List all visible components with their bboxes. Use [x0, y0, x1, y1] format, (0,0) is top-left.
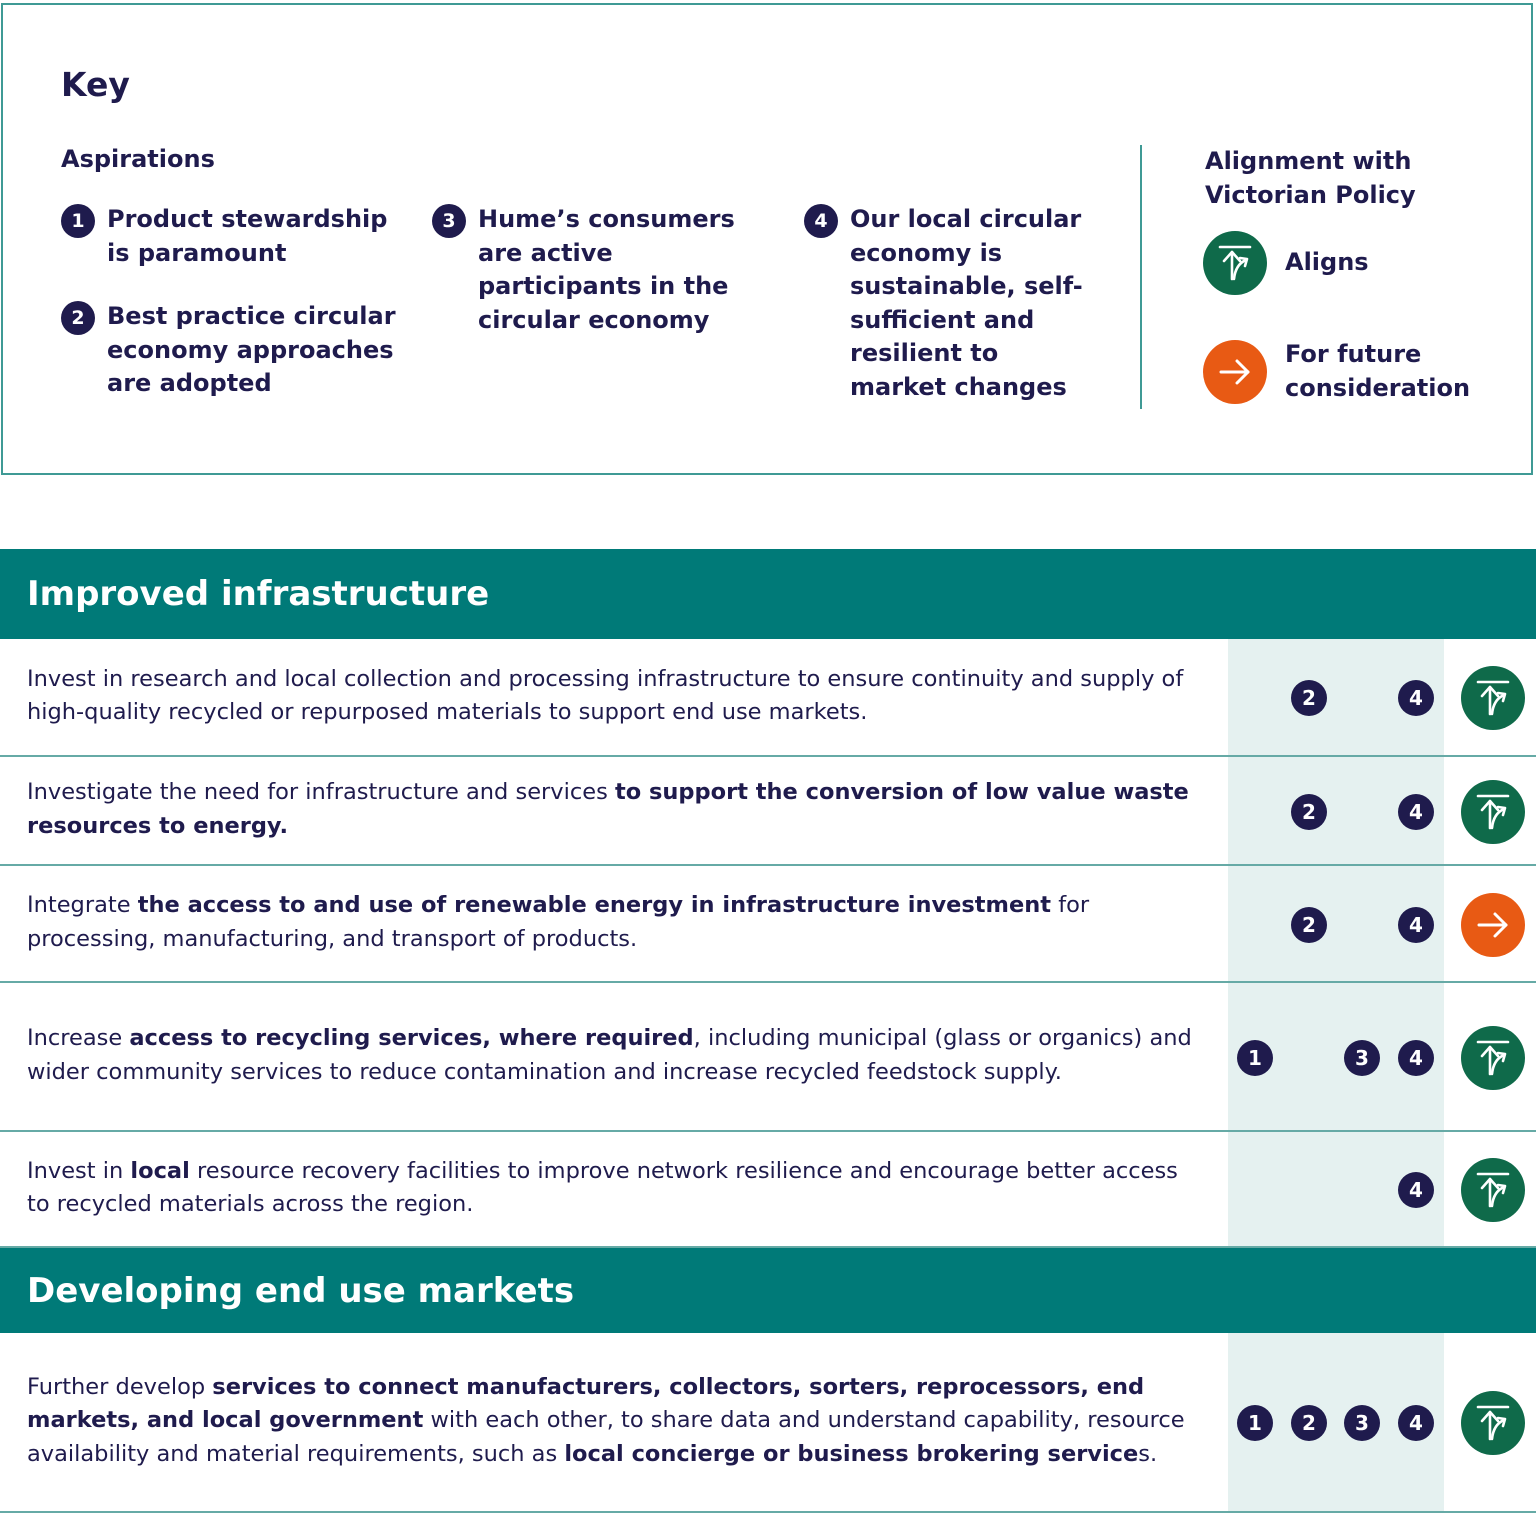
- alignment-title: Alignment with Victorian Policy: [1205, 147, 1416, 209]
- action-text-segment: resource recovery facilities to improve network resilience and encourage better access to recycled materials across the region.: [27, 1157, 1178, 1217]
- aspiration-2: [61, 301, 406, 401]
- aspiration-number-badge: 4: [1398, 794, 1434, 830]
- aspiration-number-badge: 3: [432, 204, 466, 238]
- aspiration-number-badge: 3: [1344, 1405, 1380, 1441]
- table-row: [0, 866, 1536, 983]
- action-text-segment: s.: [1138, 1440, 1158, 1467]
- action-text-segment: Integrate: [27, 892, 138, 918]
- aspiration-number-badge: 2: [61, 301, 95, 335]
- aligns-icon: [1461, 1158, 1525, 1222]
- aspiration-number-badge: 4: [1398, 1405, 1434, 1441]
- legend-label: For future consideration: [1285, 340, 1471, 402]
- action-text: [27, 1022, 1207, 1089]
- action-text: [27, 1155, 1207, 1222]
- aspiration-number-badge: 4: [1398, 1040, 1434, 1076]
- table-row: [0, 1132, 1536, 1248]
- action-text-segment: Increase: [27, 1025, 130, 1051]
- arrow-right-icon: [1461, 893, 1525, 957]
- aspiration-3: [432, 204, 747, 337]
- aspiration-label: Hume’s consumers are active participants in the circular economy: [478, 205, 735, 334]
- section-heading: Improved infrastructure: [0, 549, 1536, 639]
- aspiration-1: [61, 204, 401, 270]
- section-heading: Developing end use markets: [0, 1248, 1536, 1333]
- action-text-emphasis: services to connect manufacturers, collectors, sorters, reprocessors, end markets, and local government: [27, 1373, 1145, 1434]
- aspiration-number-badge: 2: [1291, 680, 1327, 716]
- aligns-icon: [1203, 231, 1267, 295]
- aspiration-number-badge: 2: [1291, 1405, 1327, 1441]
- action-text-segment: Investigate the need for infrastructure and services: [27, 779, 615, 805]
- aspiration-number-badge: 3: [1344, 1040, 1380, 1076]
- action-text-emphasis: local concierge or business brokering service: [564, 1440, 1139, 1467]
- key-panel: [1, 3, 1533, 475]
- action-text-emphasis: the access to and use of renewable energy in infrastructure investment: [137, 892, 1052, 918]
- action-text: [27, 889, 1207, 956]
- action-text-segment: Invest in: [27, 1157, 131, 1184]
- aspiration-number-badge: 2: [1291, 907, 1327, 943]
- table-row: [0, 639, 1536, 757]
- aspiration-number-badge: 4: [1398, 907, 1434, 943]
- aspiration-label: Our local circular economy is sustainable, self-sufficient and resilient to market changes: [850, 205, 1083, 401]
- action-text: [27, 1371, 1207, 1472]
- aspiration-number-badge: 2: [1291, 794, 1327, 830]
- key-divider: [1140, 145, 1142, 409]
- table-row: [0, 983, 1536, 1132]
- aspiration-number-badge: 1: [1237, 1040, 1273, 1076]
- action-text-segment: Further develop: [27, 1373, 213, 1400]
- aspiration-label: Best practice circular economy approaches are adopted: [107, 302, 396, 397]
- table-row: [0, 1333, 1536, 1513]
- action-text-emphasis: access to recycling services, where required: [129, 1025, 694, 1051]
- arrow-right-icon: [1203, 340, 1267, 404]
- aspirations-title: Aspirations: [61, 145, 215, 173]
- action-text: [27, 663, 1207, 730]
- action-text-emphasis: to support the conversion of low value waste resources to energy.: [27, 779, 1189, 839]
- action-text-segment: with each other, to share data and understand capability, resource availability and material requirements, such as: [27, 1407, 1185, 1467]
- aspiration-number-badge: 4: [1398, 1172, 1434, 1208]
- action-text-emphasis: local: [130, 1157, 190, 1184]
- action-text: [27, 776, 1207, 843]
- aligns-icon: [1461, 1026, 1525, 1090]
- legend-aligns: [1203, 231, 1369, 295]
- action-text-segment: for processing, manufacturing, and transport of products.: [27, 892, 1090, 952]
- aligns-icon: [1461, 1391, 1525, 1455]
- aspiration-label: Product stewardship is paramount: [107, 205, 388, 267]
- key-title: Key: [61, 65, 130, 104]
- aligns-icon: [1461, 780, 1525, 844]
- aspiration-number-badge: 4: [1398, 680, 1434, 716]
- aspiration-number-badge: 4: [804, 204, 838, 238]
- action-text-segment: Invest in research and local collection and processing infrastructure to ensure continuity and supply of high-quality recycled or repurposed materials to support end use markets.: [27, 665, 1184, 725]
- aspiration-number-badge: 1: [1237, 1405, 1273, 1441]
- legend-label: Aligns: [1285, 248, 1369, 277]
- aligns-icon: [1461, 666, 1525, 730]
- aspiration-number-badge: 1: [61, 204, 95, 238]
- aspiration-4: [804, 204, 1099, 404]
- table-row: [0, 757, 1536, 866]
- legend-future: [1203, 338, 1485, 405]
- action-text-segment: , including municipal (glass or organics) and wider community services to reduce contamination and increase recycled feedstock supply.: [27, 1025, 1192, 1085]
